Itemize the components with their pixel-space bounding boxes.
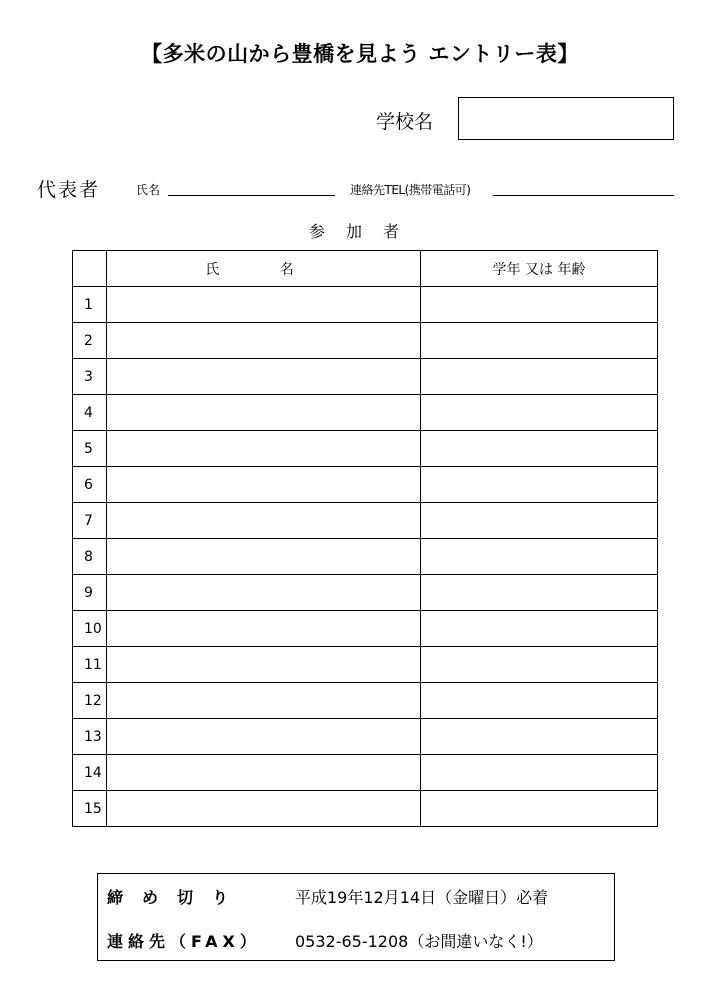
participant-grade-cell[interactable] <box>421 395 658 431</box>
row-number: 12 <box>73 683 107 719</box>
row-number: 6 <box>73 467 107 503</box>
representative-label: 代表者 <box>37 179 101 201</box>
table-row <box>73 647 658 683</box>
representative-name-field[interactable] <box>168 195 335 196</box>
participant-grade-cell[interactable] <box>421 539 658 575</box>
row-number: 15 <box>73 791 107 827</box>
row-number: 2 <box>73 323 107 359</box>
deadline-label: 締め切り <box>107 888 248 907</box>
participant-name-cell[interactable] <box>107 683 421 719</box>
participant-grade-cell[interactable] <box>421 467 658 503</box>
row-number: 10 <box>73 611 107 647</box>
participant-grade-cell[interactable] <box>421 647 658 683</box>
participant-grade-cell[interactable] <box>421 791 658 827</box>
participant-name-cell[interactable] <box>107 647 421 683</box>
table-row <box>73 395 658 431</box>
participant-grade-cell[interactable] <box>421 611 658 647</box>
header-number <box>73 251 107 287</box>
participant-grade-cell[interactable] <box>421 323 658 359</box>
table-row <box>73 575 658 611</box>
participant-grade-cell[interactable] <box>421 683 658 719</box>
table-row <box>73 719 658 755</box>
table-row <box>73 359 658 395</box>
participant-name-cell[interactable] <box>107 395 421 431</box>
row-number: 5 <box>73 431 107 467</box>
table-header-row <box>73 251 658 287</box>
participant-grade-cell[interactable] <box>421 359 658 395</box>
participant-name-cell[interactable] <box>107 323 421 359</box>
participant-name-cell[interactable] <box>107 359 421 395</box>
deadline-value: 平成19年12月14日（金曜日）必着 <box>295 888 549 907</box>
fax-contact-value: 0532-65-1208（お間違いなく!） <box>295 932 543 951</box>
table-row <box>73 287 658 323</box>
deadline-info-box <box>97 873 615 961</box>
table-row <box>73 503 658 539</box>
participant-name-cell[interactable] <box>107 611 421 647</box>
row-number: 13 <box>73 719 107 755</box>
table-row <box>73 431 658 467</box>
table-row <box>73 683 658 719</box>
row-number: 8 <box>73 539 107 575</box>
participants-table <box>72 250 658 827</box>
participant-grade-cell[interactable] <box>421 755 658 791</box>
participant-name-cell[interactable] <box>107 791 421 827</box>
participant-grade-cell[interactable] <box>421 431 658 467</box>
header-grade-age: 学年 又は 年齢 <box>421 251 658 287</box>
participant-name-cell[interactable] <box>107 431 421 467</box>
row-number: 1 <box>73 287 107 323</box>
representative-contact-field[interactable] <box>493 195 674 196</box>
participant-grade-cell[interactable] <box>421 287 658 323</box>
fax-contact-label: 連絡先（FAX） <box>107 932 261 951</box>
row-number: 3 <box>73 359 107 395</box>
table-row <box>73 611 658 647</box>
school-name-field[interactable] <box>458 97 674 140</box>
participants-heading: 参 加 者 <box>308 222 408 241</box>
deadline-row <box>107 885 549 908</box>
table-row <box>73 467 658 503</box>
participant-name-cell[interactable] <box>107 719 421 755</box>
row-number: 11 <box>73 647 107 683</box>
school-name-label: 学校名 <box>376 111 434 133</box>
participant-name-cell[interactable] <box>107 539 421 575</box>
participant-grade-cell[interactable] <box>421 503 658 539</box>
header-name: 氏 名 <box>107 251 421 287</box>
participant-name-cell[interactable] <box>107 287 421 323</box>
participant-name-cell[interactable] <box>107 755 421 791</box>
row-number: 7 <box>73 503 107 539</box>
fax-contact-row <box>107 929 543 952</box>
table-row <box>73 791 658 827</box>
participant-name-cell[interactable] <box>107 575 421 611</box>
participant-name-cell[interactable] <box>107 467 421 503</box>
form-title: 【多米の山から豊橋を見よう エントリー表】 <box>141 42 579 66</box>
table-row <box>73 755 658 791</box>
table-row <box>73 539 658 575</box>
row-number: 9 <box>73 575 107 611</box>
participant-grade-cell[interactable] <box>421 719 658 755</box>
row-number: 14 <box>73 755 107 791</box>
participant-grade-cell[interactable] <box>421 575 658 611</box>
representative-name-label: 氏名 <box>136 183 161 197</box>
row-number: 4 <box>73 395 107 431</box>
table-row <box>73 323 658 359</box>
representative-contact-label: 連絡先TEL(携帯電話可) <box>350 183 471 197</box>
participant-name-cell[interactable] <box>107 503 421 539</box>
